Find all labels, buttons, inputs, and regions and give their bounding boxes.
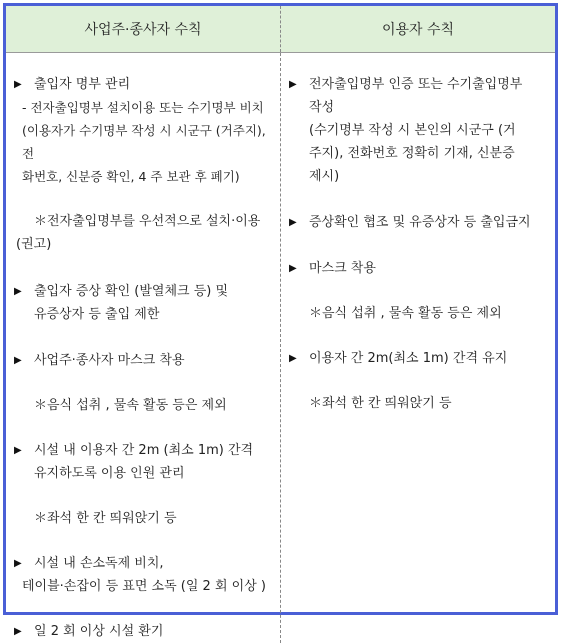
operator-rule-symptom-check: ▶ 출입자 증상 확인 (발열체크 등) 및 유증상자 등 출입 제한 [12, 280, 274, 326]
operator-rule-mask-note: ＊음식 섭취 , 물속 활동 등은 제외 [12, 394, 274, 417]
rules-table-frame [3, 3, 558, 615]
header-user-rules: 이용자 수칙 [281, 6, 556, 53]
operator-rule-distance: ▶ 시설 내 이용자 간 2m (최소 1m) 간격 유지하도록 이용 인원 관리 [12, 439, 274, 485]
triangle-bullet-icon: ▶ [289, 211, 297, 234]
triangle-bullet-icon: ▶ [289, 73, 297, 96]
user-rule-mask-note: ＊음식 섭취 , 물속 활동 등은 제외 [287, 302, 549, 325]
triangle-bullet-icon: ▶ [14, 73, 22, 96]
triangle-bullet-icon: ▶ [289, 347, 297, 370]
user-rules-column [281, 53, 556, 643]
user-rule-symptom-check: ▶ 증상확인 협조 및 유증상자 등 출입금지 [287, 211, 549, 234]
triangle-bullet-icon: ▶ [14, 280, 22, 303]
user-rule-distance-note: ＊좌석 한 칸 띄워앉기 등 [287, 392, 549, 415]
triangle-bullet-icon: ▶ [14, 349, 22, 372]
user-rule-mask: ▶ 마스크 착용 [287, 257, 549, 280]
operator-rule-mask: ▶ 사업주·종사자 마스크 착용 [12, 349, 274, 372]
triangle-bullet-icon: ▶ [14, 552, 22, 575]
operator-rule-ventilation: ▶ 일 2 회 이상 시설 환기 [12, 620, 274, 643]
triangle-bullet-icon: ▶ [14, 620, 22, 643]
triangle-bullet-icon: ▶ [14, 439, 22, 462]
operator-rules-column [6, 53, 281, 643]
user-rule-distance: ▶ 이용자 간 2m(최소 1m) 간격 유지 [287, 347, 549, 370]
rules-table [6, 6, 555, 643]
operator-rule-sanitize: ▶ 시설 내 손소독제 비치, 테이블·손잡이 등 표면 소독 (일 2 회 이상 ) [12, 552, 274, 598]
user-rule-visitor-log: ▶ 전자출입명부 인증 또는 수기출입명부 작성 (수기명부 작성 시 본인의 시군구 (거 주지), 전화번호 정확히 기재, 신분증 제시) [287, 73, 549, 188]
operator-rule-visitor-log-note: ＊전자출입명부를 우선적으로 설치·이용 (권고) [12, 210, 274, 256]
operator-rule-visitor-log: ▶ 출입자 명부 관리 - 전자출입명부 설치이용 또는 수기명부 비치 (이용자가 수기명부 작성 시 시군구 (거주지), 전 화번호, 신분증 확인, 4 주 보관 후 폐기) [12, 73, 274, 188]
operator-rule-distance-note: ＊좌석 한 칸 띄워앉기 등 [12, 507, 274, 530]
triangle-bullet-icon: ▶ [289, 257, 297, 280]
header-operator-rules: 사업주·종사자 수칙 [6, 6, 281, 53]
